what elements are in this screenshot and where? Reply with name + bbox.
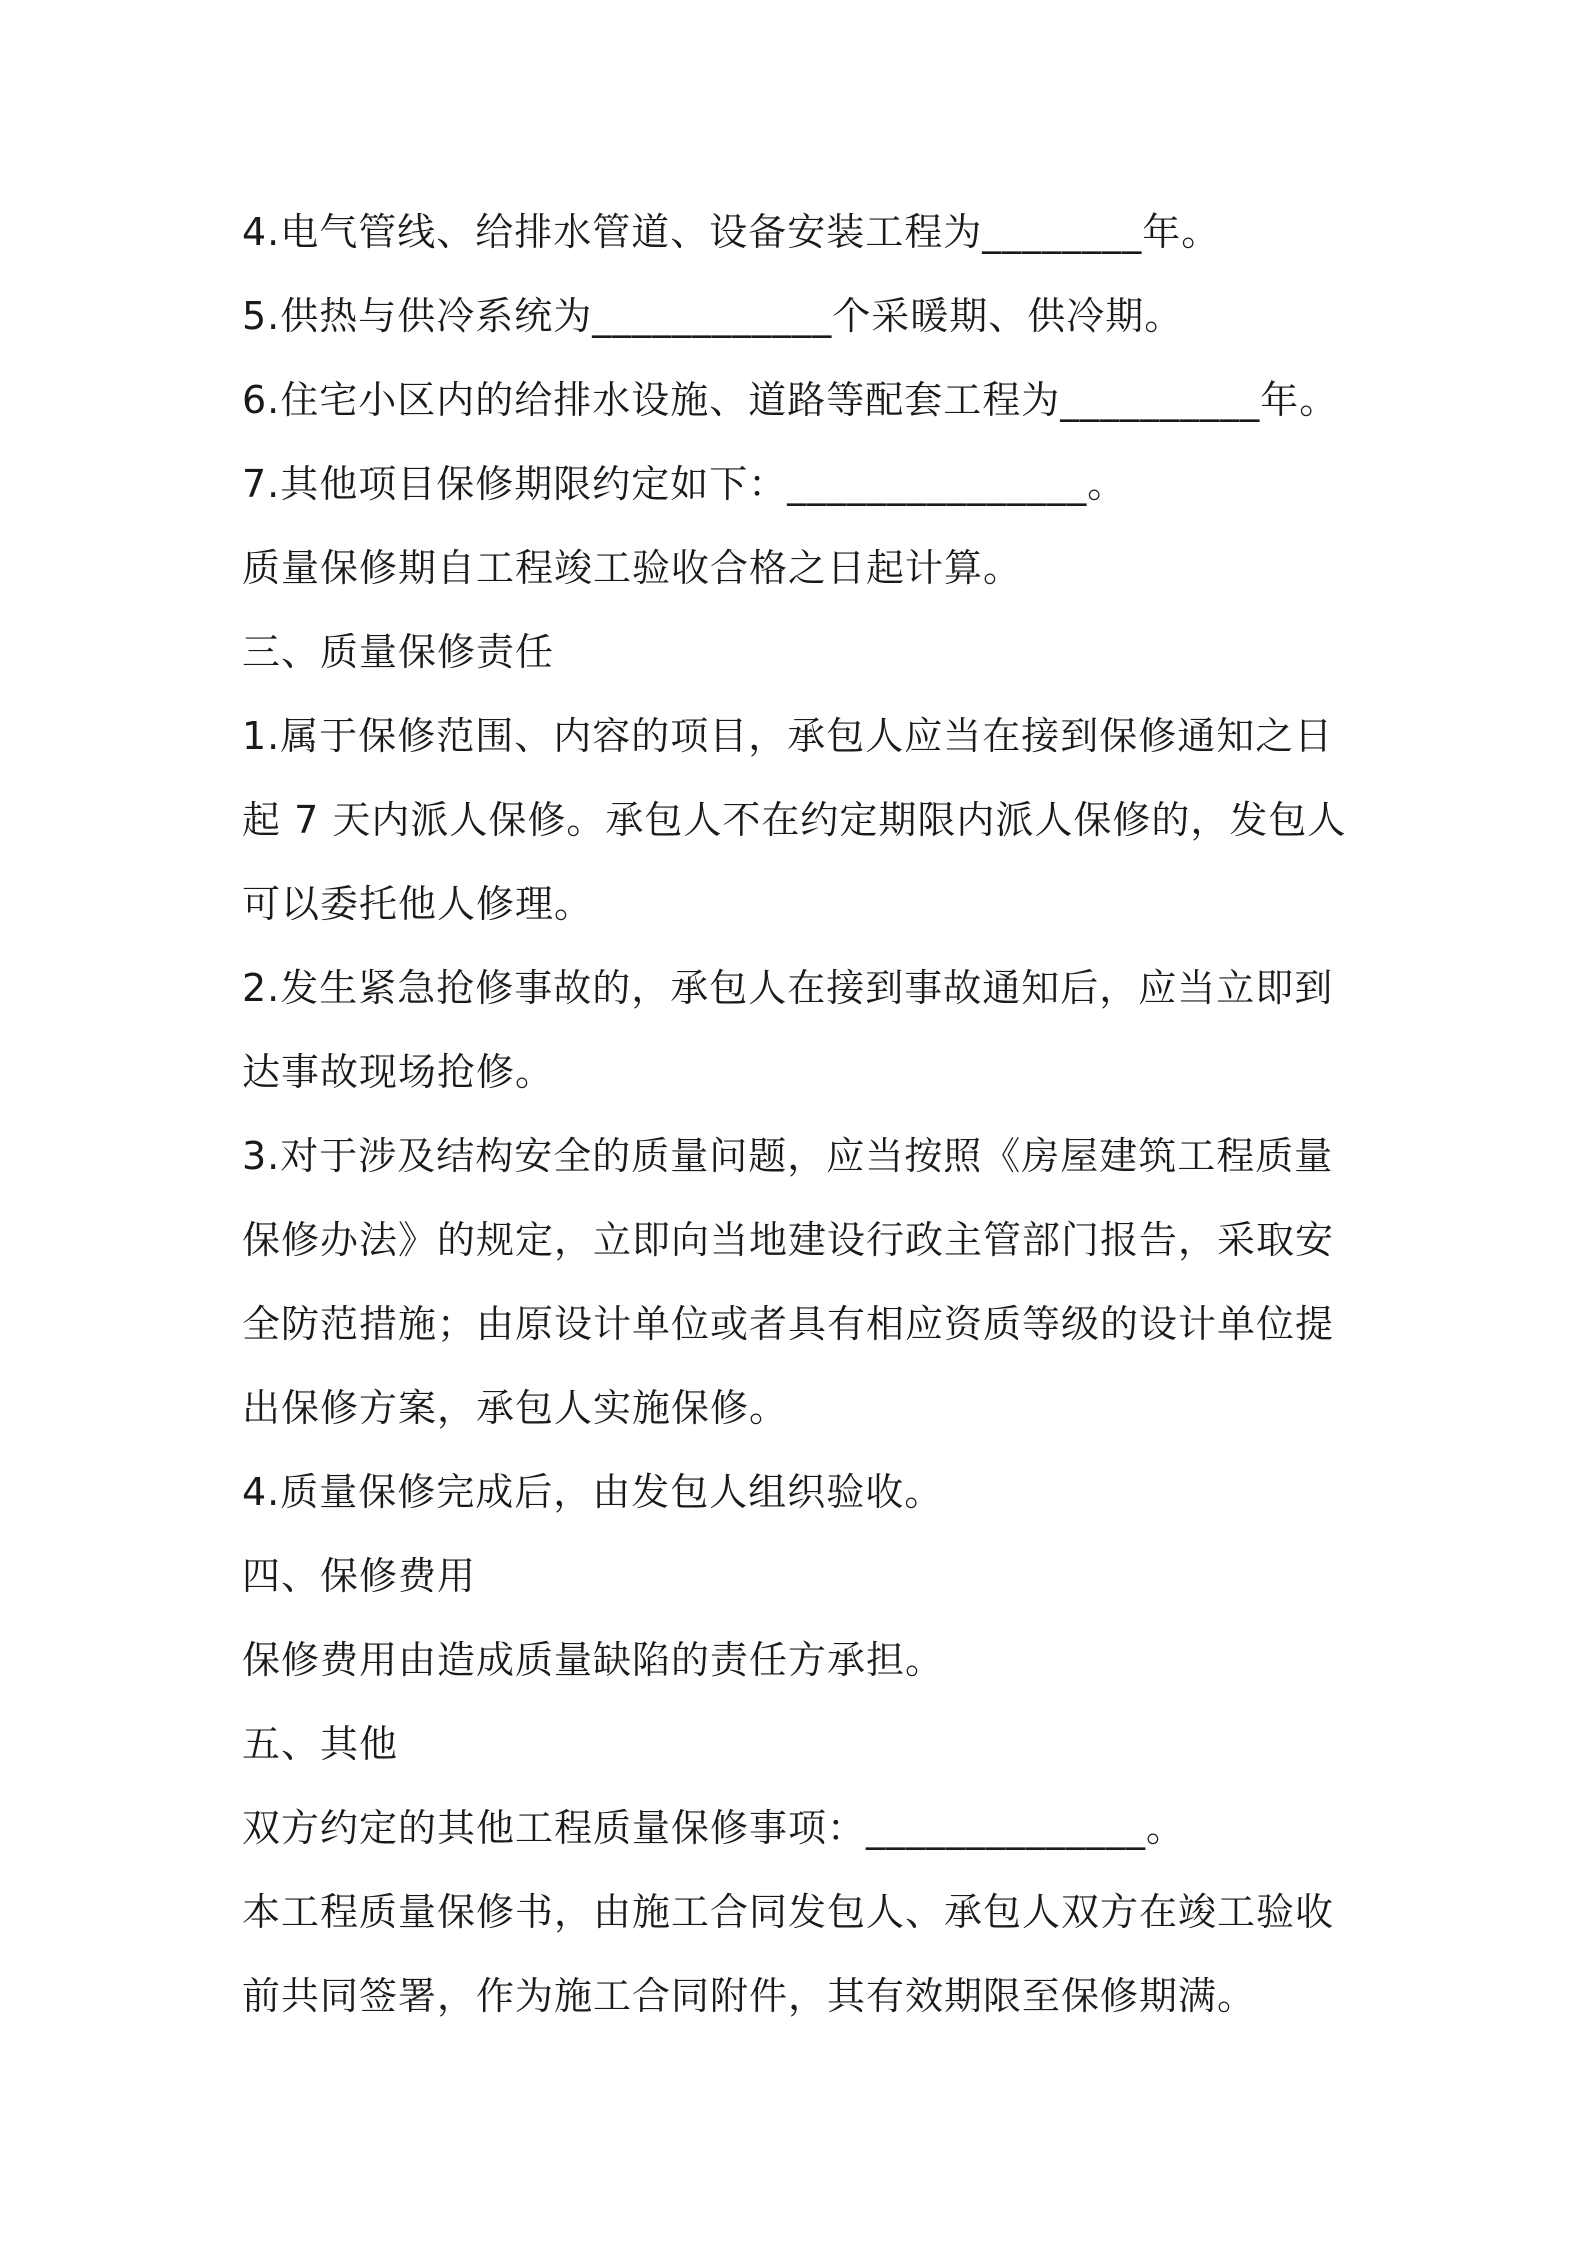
section-heading-other: 五、其他: [242, 1722, 399, 1766]
document-body: [242, 190, 1357, 2038]
clause-heating-cooling-warranty: 5.供热与供冷系统为____________个采暖期、供冷期。: [242, 294, 1184, 338]
clause-electrical-warranty: 4.电气管线、给排水管道、设备安装工程为________年。: [242, 210, 1221, 254]
section-heading-costs: 四、保修费用: [242, 1554, 477, 1598]
validity-clause: 本工程质量保修书，由施工合同发包人、承包人双方在竣工验收前共同签署，作为施工合同附件，其有效期限至保修期满。: [242, 1890, 1335, 2018]
responsibility-item-2: 2.发生紧急抢修事故的，承包人在接到事故通知后，应当立即到达事故现场抢修。: [242, 966, 1334, 1094]
responsibility-item-3: 3.对于涉及结构安全的质量问题，应当按照《房屋建筑工程质量保修办法》的规定，立即向当地建设行政主管部门报告，采取安全防范措施；由原设计单位或者具有相应资质等级的设计单位提出保修方案，承包人实施保修。: [242, 1134, 1335, 1430]
other-matters-clause: 双方约定的其他工程质量保修事项：______________。: [242, 1806, 1186, 1850]
responsibility-item-4: 4.质量保修完成后，由发包人组织验收。: [242, 1470, 944, 1514]
costs-clause: 保修费用由造成质量缺陷的责任方承担。: [242, 1638, 945, 1682]
warranty-period-start-note: 质量保修期自工程竣工验收合格之日起计算。: [242, 546, 1023, 590]
responsibility-item-1: 1.属于保修范围、内容的项目，承包人应当在接到保修通知之日起 7 天内派人保修。承包人不在约定期限内派人保修的，发包人可以委托他人修理。: [242, 714, 1347, 926]
clause-other-items-warranty: 7.其他项目保修期限约定如下：_______________。: [242, 462, 1127, 506]
clause-community-facilities-warranty: 6.住宅小区内的给排水设施、道路等配套工程为__________年。: [242, 378, 1339, 422]
section-heading-responsibility: 三、质量保修责任: [242, 630, 555, 674]
